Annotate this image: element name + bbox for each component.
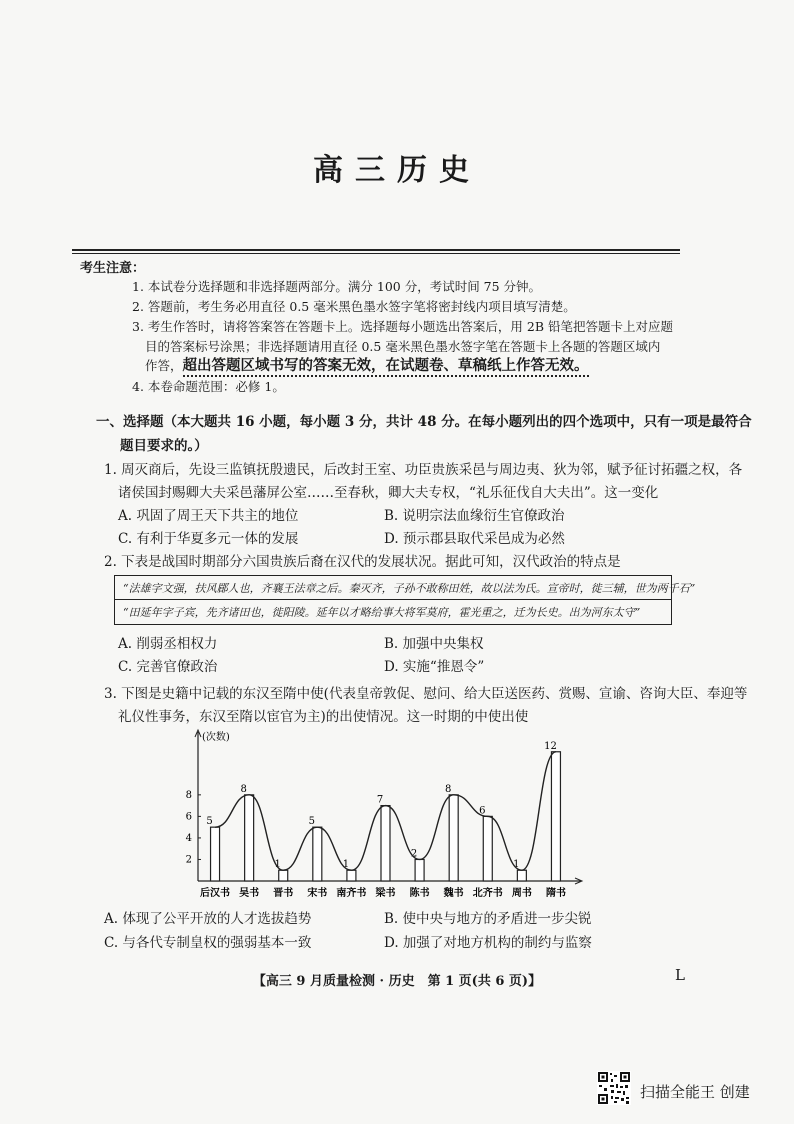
- q3-option-b: B. 使中央与地方的矛盾进一步尖锐: [384, 911, 592, 927]
- notice-line-1: 1. 本试卷分选择题和非选择题两部分。满分 100 分，考试时间 75 分钟。: [132, 279, 542, 294]
- chart-y-tick-label-3: 8: [185, 789, 192, 801]
- footer-mark: L: [675, 966, 685, 984]
- q2-option-b: B. 加强中央集权: [384, 636, 484, 652]
- chart-x-tick-label-6: 陈书: [409, 888, 430, 899]
- chart-data-label-5: 7: [376, 794, 384, 806]
- q2-option-c: C. 完善官僚政治: [118, 659, 218, 675]
- q1-option-d: D. 预示郡县取代采邑成为必然: [384, 531, 565, 547]
- chart-bar-7: [449, 795, 458, 881]
- notice-line-3b: 目的答案标号涂黑；非选择题请用直径 0.5 毫米黑色墨水签字笔在答题卡上各题的答题区域内: [145, 339, 661, 354]
- q1-stem-2: 诸侯国封赐卿大夫采邑藩屏公室……至春秋，卿大夫专权，“礼乐征伐自大夫出”。这一变化: [118, 485, 659, 501]
- q3-bar-chart: [170, 728, 590, 903]
- chart-x-tick-label-8: 北齐书: [472, 888, 503, 899]
- chart-bar-2: [279, 870, 288, 881]
- chart-x-tick-label-7: 魏书: [443, 888, 464, 899]
- notice-line-2: 2. 答题前，考生务必用直径 0.5 毫米黑色墨水签字笔将密封线内项目填写清楚。: [132, 299, 576, 314]
- chart-x-tick-label-2: 晋书: [273, 888, 294, 899]
- title-rule-thick: [72, 249, 680, 251]
- chart-data-label-1: 8: [240, 783, 247, 795]
- q2-table-row-1: “法雄字文强，扶风郿人也，齐襄王法章之后。秦灭齐，子孙不敢称田姓，故以法为氏。宣帝时，徙三辅，世为两千石”: [123, 582, 696, 595]
- chart-x-tick-label-1: 吴书: [239, 888, 260, 899]
- notice-heading: 考生注意：: [80, 261, 146, 276]
- chart-x-tick-label-5: 梁书: [375, 888, 396, 899]
- section-1-heading: 一、选择题（本大题共 16 小题，每小题 3 分，共计 48 分。在每小题列出的四个选项中，只有一项是最符合: [96, 414, 752, 430]
- section-1-heading-2: 题目要求的。）: [120, 438, 208, 454]
- q1-option-b: B. 说明宗法血缘衍生官僚政治: [384, 508, 565, 524]
- chart-x-tick-label-0: 后汉书: [200, 888, 231, 899]
- title-rule-thin: [72, 253, 680, 254]
- chart-data-label-9: 1: [513, 859, 520, 871]
- chart-bar-5: [381, 806, 390, 881]
- q3-option-d: D. 加强了对地方机构的制约与监察: [384, 935, 592, 951]
- chart-y-label: (次数): [202, 732, 230, 743]
- chart-y-tick-label-0: 2: [185, 854, 192, 866]
- chart-bar-3: [313, 827, 322, 881]
- q3-stem-2: 礼仪性事务，东汉至隋以宦官为主)的出使情况。这一时期的中使出使: [118, 709, 529, 725]
- q3-option-a: A. 体现了公平开放的人才选拔趋势: [104, 911, 312, 927]
- chart-bar-8: [483, 816, 492, 881]
- notice-line-4: 4. 本卷命题范围：必修 1。: [132, 379, 285, 394]
- q3-stem-1: 3. 下图是史籍中记载的东汉至隋中使(代表皇帝敦促、慰问、给大臣送医药、赏赐、宣谕、咨询大臣、奉迎等: [104, 686, 748, 702]
- q1-option-c: C. 有利于华夏多元一体的发展: [118, 531, 299, 547]
- notice-line-3: 3. 考生作答时，请将答案答在答题卡上。选择题每小题选出答案后，用 2B 铅笔把答题卡上对应题: [132, 319, 673, 334]
- chart-x-tick-label-3: 宋书: [307, 888, 328, 899]
- chart-data-label-3: 5: [308, 816, 316, 828]
- q2-table-divider: [115, 599, 671, 600]
- chart-data-label-8: 6: [479, 805, 486, 817]
- chart-bar-0: [211, 827, 220, 881]
- scanner-watermark: 扫描全能王 创建: [640, 1083, 750, 1101]
- notice-line-3c-prefix: 作答，: [145, 358, 183, 373]
- q2-source-table: [114, 575, 696, 625]
- chart-y-tick-label-2: 6: [185, 811, 192, 823]
- chart-data-label-10: 12: [544, 740, 557, 752]
- chart-x-tick-label-4: 南齐书: [336, 888, 367, 899]
- chart-data-label-7: 8: [444, 783, 452, 795]
- chart-data-label-6: 2: [410, 848, 418, 860]
- chart-bar-10: [551, 752, 560, 881]
- q2-table-row-2: “田延年字子宾，先齐诸田也，徙阳陵。延年以才略给事大将军莫府，霍光重之，迁为长史。出为河东太守”: [123, 606, 641, 619]
- q2-option-d: D. 实施“推恩令”: [384, 659, 485, 675]
- q1-stem-1: 1. 周灭商后，先设三监镇抚殷遗民，后改封王室、功臣贵族采邑与周边夷、狄为邻，赋予征讨拓疆之权，各: [104, 462, 743, 478]
- page-title: 高三历史: [313, 153, 481, 188]
- chart-y-tick-label-1: 4: [185, 832, 192, 844]
- chart-x-tick-label-9: 周书: [511, 888, 532, 899]
- q2-option-a: A. 削弱丞相权力: [118, 636, 218, 652]
- chart-bar-6: [415, 859, 424, 881]
- notice-line-3c: [145, 354, 589, 375]
- chart-data-label-0: 5: [206, 816, 213, 828]
- chart-bar-4: [347, 870, 356, 881]
- qr-code-icon: [597, 1071, 631, 1105]
- q3-option-c: C. 与各代专制皇权的强弱基本一致: [104, 935, 312, 951]
- chart-bar-1: [245, 795, 254, 881]
- chart-x-tick-label-10: 隋书: [545, 888, 566, 899]
- q1-option-a: A. 巩固了周王天下共主的地位: [118, 508, 299, 524]
- chart-data-label-4: 1: [342, 859, 350, 871]
- chart-data-label-2: 1: [274, 859, 281, 871]
- chart-bar-9: [517, 870, 526, 881]
- page-footer: 【高三 9 月质量检测 · 历史 第 1 页(共 6 页)】: [252, 974, 542, 989]
- notice-line-3c-emphasis: 超出答题区域书写的答案无效，在试题卷、草稿纸上作答无效。: [183, 357, 589, 377]
- q2-stem: 2. 下表是战国时期部分六国贵族后裔在汉代的发展状况。据此可知，汉代政治的特点是: [104, 554, 621, 570]
